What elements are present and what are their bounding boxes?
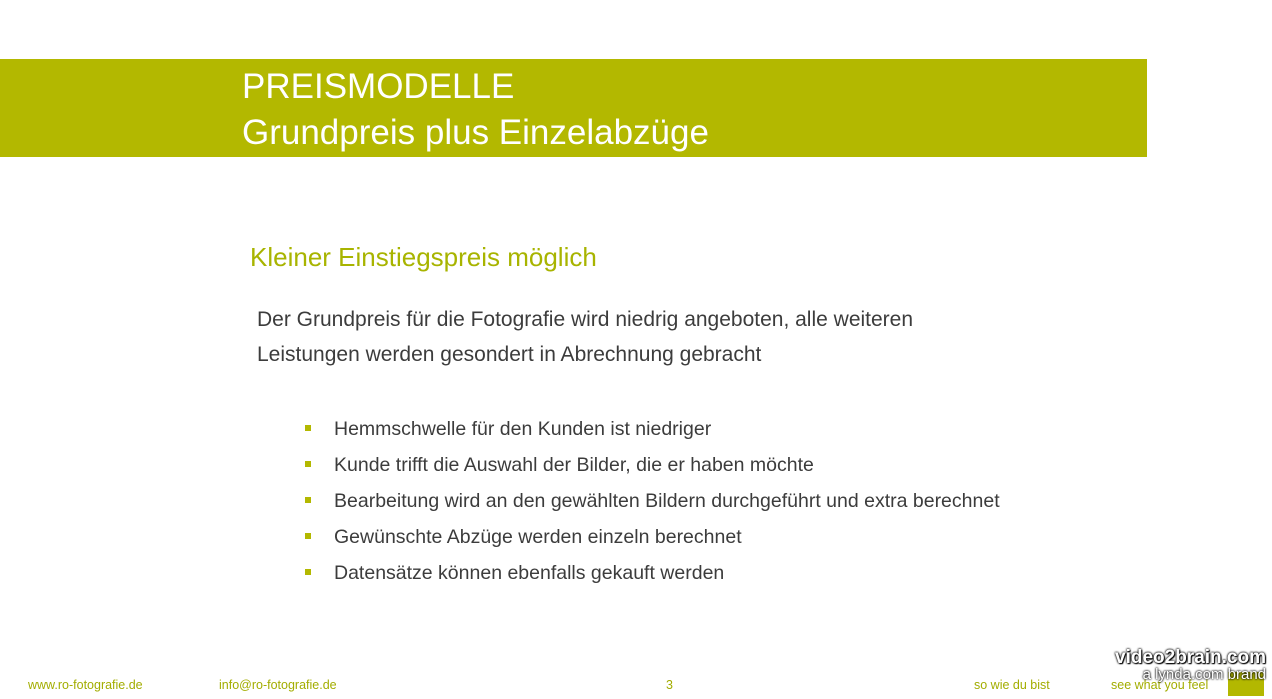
slide-subtitle: Grundpreis plus Einzelabzüge [242, 113, 709, 152]
bullet-square-icon [305, 569, 311, 575]
bullet-item [303, 522, 1000, 558]
bullet-text: Datensätze können ebenfalls gekauft werden [334, 562, 725, 584]
bullet-text: Bearbeitung wird an den gewählten Bildern durchgeführt und extra berechnet [334, 490, 1000, 512]
footer-email: info@ro-fotografie.de [219, 678, 337, 692]
section-heading: Kleiner Einstiegspreis möglich [250, 242, 597, 272]
bullet-square-icon [305, 497, 311, 503]
bullet-item [303, 486, 1000, 522]
footer-page-number: 3 [666, 678, 673, 692]
watermark-subtitle: a lynda.com brand [1142, 666, 1266, 683]
footer-website: www.ro-fotografie.de [28, 678, 143, 692]
intro-line: Der Grundpreis für die Fotografie wird niedrig angeboten, alle weiteren [257, 308, 914, 331]
bullet-text: Kunde trifft die Auswahl der Bilder, die er haben möchte [334, 454, 814, 476]
watermark-brand: video2brain.com [1115, 647, 1266, 668]
footer-slogan-en: see what you feel [1111, 678, 1209, 692]
intro-line: Leistungen werden gesondert in Abrechnung gebracht [257, 343, 762, 366]
bullet-square-icon [305, 533, 311, 539]
intro-paragraph [257, 302, 1117, 372]
bullet-item [303, 414, 1000, 450]
bullet-text: Gewünschte Abzüge werden einzeln berechnet [334, 526, 742, 548]
bullet-item [303, 558, 1000, 594]
bullet-square-icon [305, 461, 311, 467]
bullet-list [303, 414, 1000, 594]
bullet-item [303, 450, 1000, 486]
footer-slogan: so wie du bist [974, 678, 1050, 692]
bullet-text: Hemmschwelle für den Kunden ist niedriger [334, 418, 712, 440]
bullet-square-icon [305, 425, 311, 431]
slide-title: PREISMODELLE [242, 67, 515, 106]
